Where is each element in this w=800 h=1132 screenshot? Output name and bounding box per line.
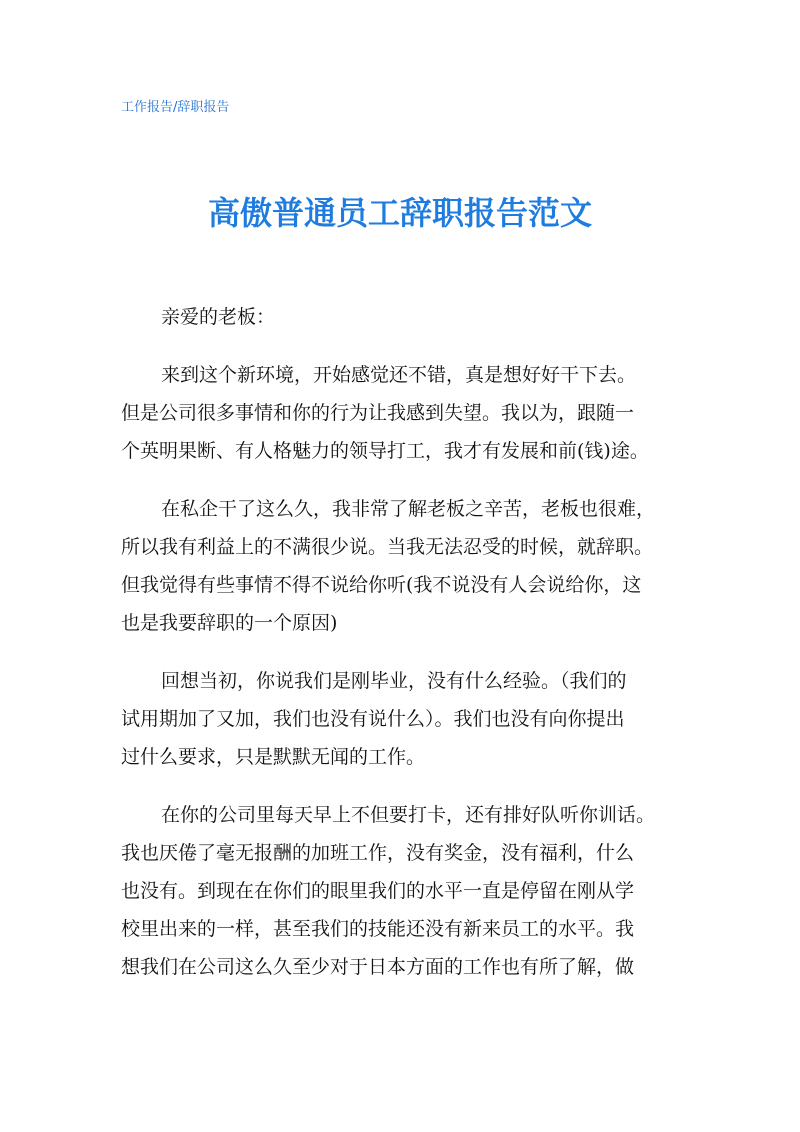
page-title: 高傲普通员工辞职报告范文 (207, 194, 592, 232)
paragraph-line: 我也厌倦了毫无报酬的加班工作，没有奖金，没有福利，什么 (121, 842, 635, 864)
paragraph-line: 来到这个新环境，开始感觉还不错，真是想好好干下去。 (161, 364, 637, 386)
paragraph-line: 试用期加了又加，我们也没有说什么）。我们也没有向你提出 (121, 708, 625, 730)
breadcrumb[interactable]: 工作报告/辞职报告 (121, 100, 230, 115)
document-body (121, 298, 681, 986)
paragraph-line: 所以我有利益上的不满很少说。当我无法忍受的时候，就辞职。 (121, 536, 654, 558)
paragraph-line: 回想当初，你说我们是刚毕业，没有什么经验。（我们的 (161, 670, 627, 692)
paragraph-line: 但我觉得有些事情不得不说给你听(我不说没有人会说给你，这 (121, 574, 642, 596)
paragraph-line: 但是公司很多事情和你的行为让我感到失望。我以为，跟随一 (121, 402, 635, 424)
paragraph-greeting (121, 298, 681, 336)
paragraph-line: 在你的公司里每天早上不但要打卡，还有排好队听你训话。 (161, 804, 656, 826)
paragraph-line: 也是我要辞职的一个原因) (121, 612, 338, 634)
paragraph-line: 想我们在公司这么久至少对于日本方面的工作也有所了解，做 (121, 956, 635, 978)
paragraph-line: 在私企干了这么久，我非常了解老板之辛苦，老板也很难， (161, 498, 656, 520)
paragraph-line: 个英明果断、有人格魅力的领导打工，我才有发展和前(钱)途。 (121, 440, 649, 462)
paragraph-1 (121, 356, 681, 470)
paragraph-4 (121, 796, 681, 986)
paragraph-line: 过什么要求，只是默默无闻的工作。 (121, 746, 426, 768)
paragraph-line: 校里出来的一样，甚至我们的技能还没有新来员工的水平。我 (121, 918, 635, 940)
paragraph-3 (121, 662, 681, 776)
paragraph-2 (121, 490, 681, 642)
paragraph-line: 也没有。到现在在你们的眼里我们的水平一直是停留在刚从学 (121, 880, 635, 902)
paragraph-line: 亲爱的老板： (161, 306, 276, 328)
